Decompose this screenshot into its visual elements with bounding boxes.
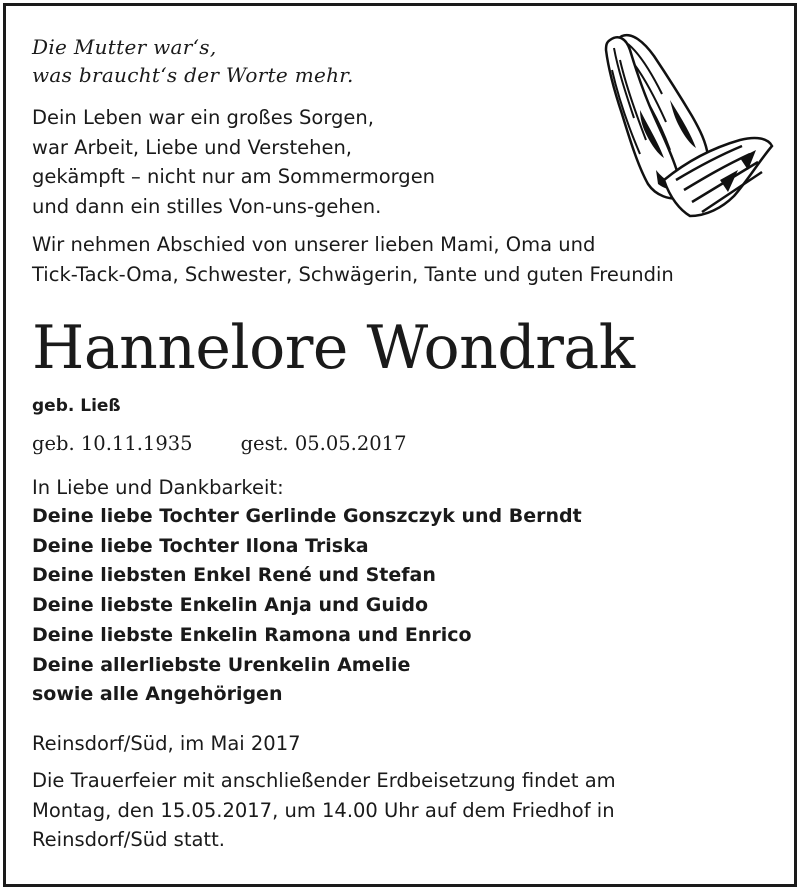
mourner-line: Deine liebsten Enkel René und Stefan (32, 564, 436, 587)
farewell-line: Tick-Tack-Oma, Schwester, Schwägerin, Tante und guten Freundin (32, 262, 674, 286)
mourners-list (32, 502, 582, 710)
poem-line: war Arbeit, Liebe und Verstehen, (32, 135, 353, 159)
praying-hands-icon (600, 30, 775, 220)
funeral-line: Reinsdorf/Süd statt. (32, 828, 225, 851)
deceased-name: Hannelore Wondrak (32, 313, 635, 383)
farewell-text (32, 230, 674, 289)
funeral-line: Die Trauerfeier mit anschließender Erdbeisetzung findet am (32, 769, 616, 792)
mourner-line: Deine liebe Tochter Gerlinde Gonszczyk und Berndt (32, 505, 582, 527)
mourner-line: sowie alle Angehörigen (32, 683, 283, 706)
poem-line: Dein Leben war ein großes Sorgen, (32, 106, 374, 129)
mourner-line: Deine allerliebste Urenkelin Amelie (32, 653, 411, 676)
poem (32, 103, 435, 221)
poem-line: und dann ein stilles Von-uns-gehen. (32, 194, 382, 218)
farewell-line: Wir nehmen Abschied von unserer lieben Mami, Oma und (32, 233, 596, 256)
motto (32, 33, 354, 89)
place-date: Reinsdorf/Süd, im Mai 2017 (32, 732, 301, 755)
motto-line: Die Mutter war‘s, (32, 35, 217, 59)
mourners-intro: In Liebe und Dankbarkeit: (32, 476, 284, 499)
funeral-info (32, 766, 616, 855)
poem-line: gekämpft – nicht nur am Sommermorgen (32, 165, 436, 188)
mourner-line: Deine liebste Enkelin Anja und Guido (32, 594, 429, 617)
funeral-line: Montag, den 15.05.2017, um 14.00 Uhr auf dem Friedhof in (32, 798, 615, 822)
mourner-line: Deine liebste Enkelin Ramona und Enrico (32, 623, 472, 646)
mourner-line: Deine liebe Tochter Ilona Triska (32, 534, 369, 557)
birth-date: geb. 10.11.1935 (32, 432, 193, 455)
born-name: geb. Ließ (32, 396, 121, 416)
life-dates (32, 432, 406, 455)
death-date: gest. 05.05.2017 (240, 432, 407, 455)
motto-line: was braucht‘s der Worte mehr. (32, 63, 354, 87)
